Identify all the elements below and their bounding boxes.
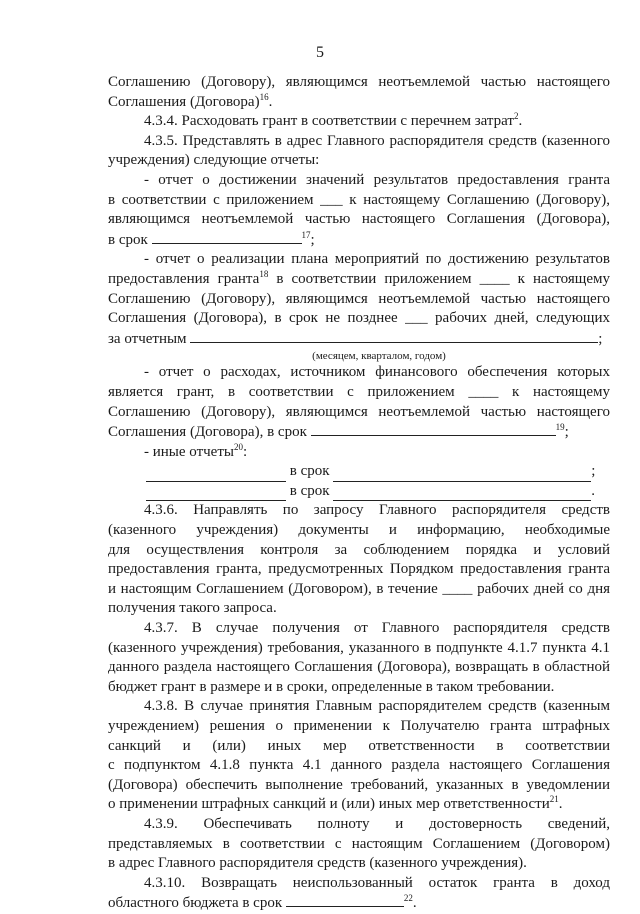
blank-field bbox=[146, 467, 286, 482]
clause-4-3-7-line: 4.3.7. В случае получения от Главного распорядителя средств bbox=[144, 620, 610, 637]
blank-field bbox=[190, 329, 598, 343]
report-item-line: является грант, в соответствии с приложением ____ к настоящему bbox=[108, 383, 610, 400]
other-report-row: в срок ; bbox=[146, 462, 610, 482]
blank-field bbox=[333, 486, 591, 501]
clause-4-3-8-line: учреждением) решения о применении к Получателю гранта штрафных bbox=[108, 718, 610, 734]
report-item-line: в соответствии с приложением ___ к настоящему Соглашению (Договору), bbox=[108, 191, 610, 208]
report-item-line: предоставления гранта$^{18}$ в соответствии приложением ____ к настоящему bbox=[108, 268, 610, 287]
blank-field bbox=[152, 230, 302, 244]
clause-4-3-9-line: представляемых в соответствии с настоящим Соглашением (Договором) bbox=[108, 835, 610, 852]
blank-field bbox=[333, 467, 591, 482]
report-item-line: - отчет о расходах, источником финансового обеспечения которых bbox=[144, 364, 610, 381]
other-reports-line: - иные отчеты$^{20}$: bbox=[144, 441, 248, 460]
report-item-line: являющимся неотъемлемой частью настоящего Соглашения (Договора), bbox=[108, 211, 610, 228]
clause-4-3-10-line: 4.3.10. Возвращать неиспользованный остаток гранта в доход bbox=[144, 874, 610, 891]
clause-4-3-6-line: и настоящим Соглашением (Договором), в течение ____ рабочих дней со дня bbox=[108, 580, 610, 597]
blank-field bbox=[146, 486, 286, 501]
footnote-ref: 21 bbox=[549, 794, 559, 805]
blank-field bbox=[286, 893, 404, 907]
field-caption: (месяцем, кварталом, годом) bbox=[312, 350, 446, 363]
clause-4-3-6-line: предоставления гранта, предусмотренных Порядком предоставления гранта bbox=[108, 561, 610, 578]
report-deadline-line: Соглашения (Договора), в срок $^{19}$; bbox=[108, 422, 569, 441]
report-item-line: Соглашения (Договора), в срок не позднее ___ рабочих дней, следующих bbox=[108, 310, 610, 327]
continuation-line-end: Соглашения (Договора)$^{16}$. bbox=[108, 91, 273, 110]
clause-4-3-10-line: областного бюджета в срок $^{22}$. bbox=[108, 893, 417, 912]
clause-4-3-8-line: о применении штрафных санкций и (или) иных мер ответственности$^{21}$. bbox=[108, 794, 563, 813]
other-report-row: в срок . bbox=[146, 482, 610, 502]
clause-4-3-9-line: 4.3.9. Обеспечивать полноту и достоверность сведений, bbox=[144, 815, 610, 832]
blank-field bbox=[311, 422, 556, 436]
clause-4-3-7-line: (казенного учреждения) требования, указанного в подпункте 4.1.7 пункта 4.1 bbox=[108, 639, 610, 656]
report-item-line: - отчет о реализации плана мероприятий по достижению результатов bbox=[144, 251, 610, 268]
report-period-line: за отчетным ; bbox=[108, 330, 603, 347]
document-body bbox=[108, 73, 610, 914]
footnote-ref: 2 bbox=[513, 111, 519, 122]
footnote-ref: 20 bbox=[233, 441, 243, 452]
footnote-ref: 19 bbox=[555, 422, 565, 433]
footnote-ref: 18 bbox=[259, 268, 269, 279]
footnote-ref: 16 bbox=[259, 91, 269, 102]
clause-4-3-6-line: 4.3.6. Направлять по запросу Главного распорядителя средств bbox=[144, 502, 610, 519]
report-item-line: - отчет о достижении значений результатов предоставления гранта bbox=[144, 171, 610, 188]
clause-4-3-8-line: 4.3.8. В случае принятия Главным распорядителем средств (казенным bbox=[144, 698, 610, 715]
continuation-line: Соглашению (Договору), являющимся неотъемлемой частью настоящего bbox=[108, 74, 610, 90]
page-number: 5 bbox=[316, 44, 324, 61]
clause-4-3-6-line: для осуществления контроля за соблюдением порядка и условий bbox=[108, 541, 610, 558]
footnote-ref: 17 bbox=[301, 229, 311, 240]
clause-4-3-5-line: 4.3.5. Представлять в адрес Главного распорядителя средств (казенного bbox=[144, 132, 610, 149]
footnote-ref: 22 bbox=[403, 893, 413, 904]
clause-4-3-5-line: учреждения) следующие отчеты: bbox=[108, 152, 320, 169]
clause-4-3-7-line: бюджет грант в размере и в сроки, определенные в таком требовании. bbox=[108, 678, 555, 695]
clause-4-3-8-line: (Договора) обеспечить выполнение требований, указанных в уведомлении bbox=[108, 776, 610, 793]
clause-4-3-8-line: с подпунктом 4.1.8 пункта 4.1 данного раздела настоящего Соглашения bbox=[108, 757, 610, 774]
clause-4-3-7-line: данного раздела настоящего Соглашения (Договора), возвращать в областной bbox=[108, 659, 610, 676]
clause-4-3-8-line: санкций и (или) иных мер ответственности в соответствии bbox=[108, 737, 610, 754]
clause-4-3-6-line: (казенного учреждения) документы и информацию, необходимые bbox=[108, 522, 610, 539]
report-item-line: Соглашению (Договору), являющимся неотъемлемой частью настоящего bbox=[108, 290, 610, 307]
clause-4-3-4: 4.3.4. Расходовать грант в соответствии с перечнем затрат$^2$. bbox=[144, 111, 523, 130]
report-item-line: Соглашению (Договору), являющимся неотъемлемой частью настоящего bbox=[108, 403, 610, 420]
clause-4-3-9-line: в адрес Главного распорядителя средств (казенного учреждения). bbox=[108, 855, 527, 872]
report-deadline-line: в срок $^{17}$; bbox=[108, 229, 315, 248]
clause-4-3-6-line: получения такого запроса. bbox=[108, 600, 277, 617]
